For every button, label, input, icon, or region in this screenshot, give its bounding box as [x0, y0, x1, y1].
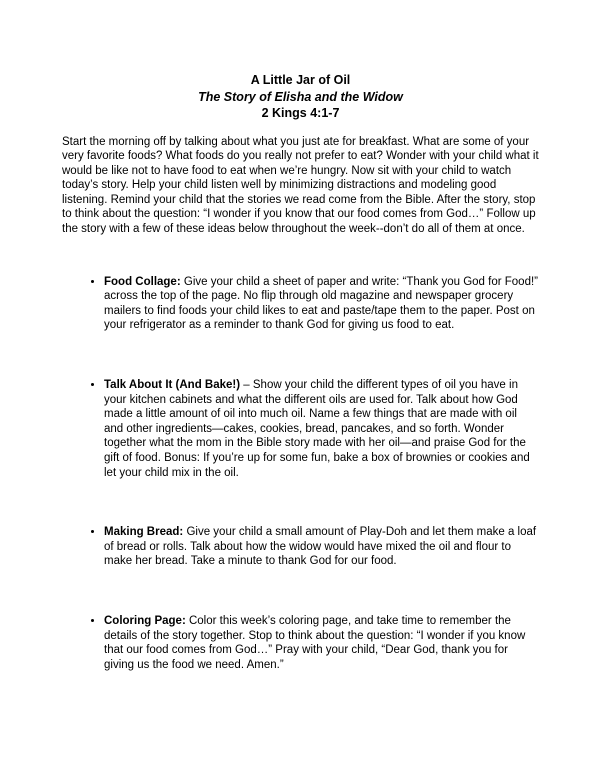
doc-scripture-reference: 2 Kings 4:1-7 — [261, 106, 340, 120]
activity-text: Color this week’s coloring page, and take time to remember the details of the story together. Stop to think about the question: “I wonder if you know that our food comes from God…” Pray with your child, “Dear God, thank you for giving us the food we need. Amen.” — [104, 614, 526, 671]
document-heading — [62, 72, 539, 122]
activity-label: Food Collage: — [104, 275, 181, 288]
list-item-making-bread — [104, 525, 539, 569]
doc-title: A Little Jar of Oil — [250, 73, 351, 87]
activity-label: Making Bread: — [104, 526, 184, 539]
list-item-coloring-page — [104, 614, 539, 672]
list-item-food-collage — [104, 275, 539, 333]
activity-label: Talk About It (And Bake!) — [104, 379, 241, 392]
activity-text: – Show your child the different types of oil you have in your kitchen cabinets and what the different oils are used for. Talk about how God made a little amount of oil into much oil. Name a few things that are made with oil and other ingredients—cakes, cookies, bread, pancakes, and so forth. Wonder together what the mom in the Bible story made with her oil—and praise God for the gift of food. Bonus: If you’re up for some fun, bake a box of brownies or cookies and let your child mix in the oil. — [104, 379, 530, 479]
list-item-talk-about-it — [104, 378, 539, 480]
activity-list — [62, 275, 539, 673]
activity-text: Give your child a sheet of paper and write: “Thank you God for Food!” across the top of the page. No flip through old magazine and newspaper grocery mailers to find foods your child likes to eat and paste/tape them to the paper. Post on your refrigerator as a reminder to thank God for giving us food to eat. — [104, 275, 538, 332]
activity-text: Give your child a small amount of Play-Doh and let them make a loaf of bread or rolls. Talk about how the widow would have mixed the oil and flour to make her bread. Take a minute to thank God for our food. — [104, 526, 537, 568]
activity-label: Coloring Page: — [104, 614, 186, 627]
doc-subtitle: The Story of Elisha and the Widow — [198, 89, 403, 104]
intro-paragraph: Start the morning off by talking about what you just ate for breakfast. What are some of your very favorite foods? What foods do you really not prefer to eat? Wonder with your child what it would be like not to have food to eat when we’re hungry. Now sit with your child to watch today’s story. Help your child listen well by minimizing distractions and modeling good listening. Remind your child that the stories we read come from the Bible. After the story, stop to think about the question: “I wonder if you know that our food comes from God…” Follow up the story with a few of these ideas below throughout the week--don’t do all of them at once. — [62, 135, 539, 236]
